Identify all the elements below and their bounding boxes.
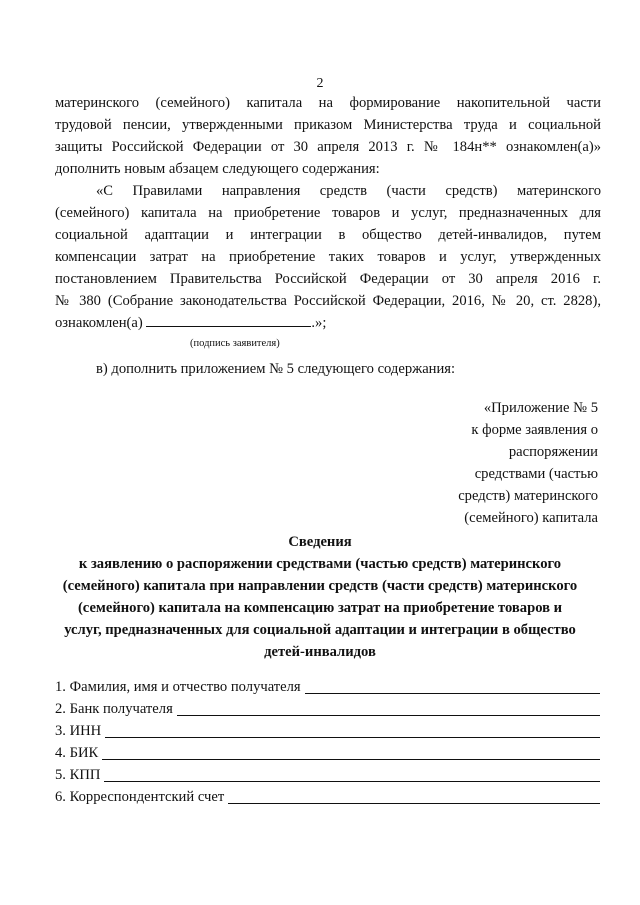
page-number: 2 [316,76,324,91]
field-blank[interactable] [177,701,600,716]
acquainted-label: ознакомлен(а) [55,315,143,331]
heading-title: Сведения [288,534,352,550]
quote-line: постановлением Правительства Российской Федерации от 30 апреля 2016 г. [55,271,601,287]
quote-line: компенсации затрат на приобретение таких товаров и услуг, утвержденных [55,249,601,265]
appendix-line: распоряжении [508,444,598,460]
intro-line: трудовой пенсии, утвержденными приказом Министерства труда и социальной [55,117,601,133]
field-label: 3. ИНН [55,723,102,739]
acquainted-end: .»; [311,315,327,331]
field-label: 4. БИК [55,745,99,761]
acquainted-line [55,314,326,333]
field-label: 2. Банк получателя [55,701,173,717]
field-blank[interactable] [305,679,600,694]
appendix-line: «Приложение № 5 [483,400,598,416]
field-bank[interactable] [55,700,600,719]
intro-line: дополнить новым абзацем следующего содержания: [55,161,380,177]
field-full-name[interactable] [55,678,600,697]
heading-line: услуг, предназначенных для социальной адаптации и интеграции в общество [64,622,576,638]
field-kpp[interactable] [55,766,600,785]
field-bik[interactable] [55,744,600,763]
quote-line: «С Правилами направления средств (части средств) материнского [96,183,601,199]
field-label: 6. Корреспондентский счет [55,789,225,805]
quote-line: социальной адаптации и интеграции в общество детей-инвалидов, путем [55,227,601,243]
signature-note: (подпись заявителя) [190,338,280,349]
field-label: 5. КПП [55,767,101,783]
field-inn[interactable] [55,722,600,741]
intro-line: защиты Российской Федерации от 30 апреля 2013 г. № 184н** ознакомлен(а)» [55,139,601,155]
quote-line: № 380 (Собрание законодательства Российской Федерации, 2016, № 20, ст. 2828), [55,293,601,309]
appendix-line: к форме заявления о [471,422,598,438]
heading-line: детей-инвалидов [264,644,376,660]
quote-line: (семейного) капитала на приобретение товаров и услуг, предназначенных для [55,205,601,221]
signature-blank [146,314,311,327]
field-blank[interactable] [105,723,600,738]
field-blank[interactable] [228,789,600,804]
item-v: в) дополнить приложением № 5 следующего содержания: [96,361,456,377]
field-blank[interactable] [104,767,600,782]
heading-line: (семейного) капитала на компенсацию затрат на приобретение товаров и [77,600,563,616]
heading-line: (семейного) капитала при направлении средств (части средств) материнского [62,578,578,594]
appendix-line: средств) материнского [458,488,598,504]
intro-line: материнского (семейного) капитала на формирование накопительной части [55,95,601,111]
appendix-line: (семейного) капитала [464,510,598,526]
appendix-line: средствами (частью [474,466,598,482]
field-label: 1. Фамилия, имя и отчество получателя [55,679,301,695]
field-blank[interactable] [102,745,600,760]
heading-line: к заявлению о распоряжении средствами (частью средств) материнского [78,556,562,572]
field-corr-account[interactable] [55,788,600,807]
